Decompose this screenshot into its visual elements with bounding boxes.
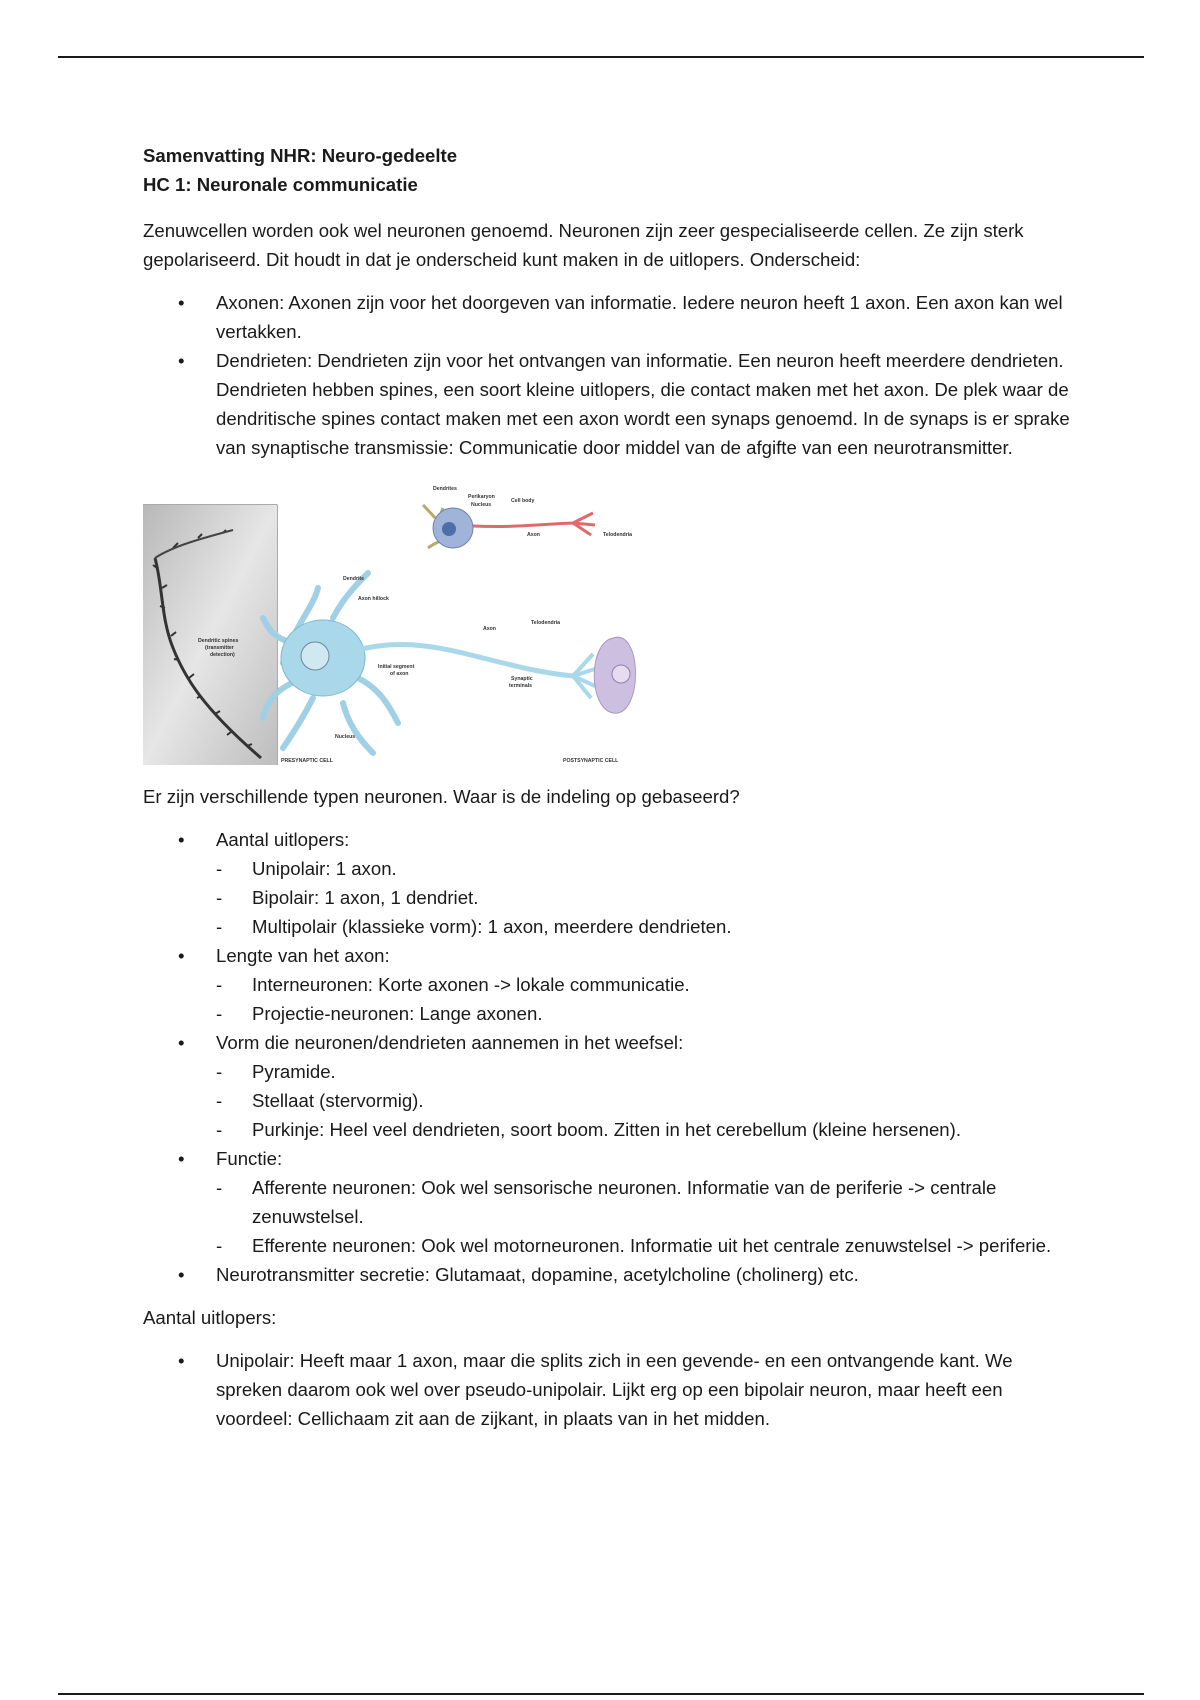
label-nucleus: Nucleus <box>335 734 356 740</box>
type-label: Lengte van het axon: <box>216 945 390 966</box>
type-label: Vorm die neuronen/dendrieten aannemen in het weefsel: <box>216 1032 684 1053</box>
top-rule <box>58 56 1144 58</box>
type-label: Neurotransmitter secretie: Glutamaat, dopamine, acetylcholine (cholinerg) etc. <box>216 1264 859 1285</box>
label-dendritic-spines-2: (transmitter <box>205 645 234 651</box>
lecture-heading: HC 1: Neuronale communicatie <box>143 174 418 195</box>
label-postsynaptic: POSTSYNAPTIC CELL <box>563 758 619 764</box>
label-dendrites: Dendrites <box>433 486 457 492</box>
neuron-diagram <box>143 478 643 765</box>
list-item: • Axonen: Axonen zijn voor het doorgeven van informatie. Iedere neuron heeft 1 axon. Een axon kan wel vertakken. <box>143 288 1078 346</box>
label-initial-segment: Initial segment <box>378 664 415 670</box>
postsynaptic-nucleus <box>612 665 630 683</box>
list-item: • Unipolair: Heeft maar 1 axon, maar die splits zich in een gevende- en een ontvangende kant. We spreken daarom ook wel over pseudo-unipolair. Lijkt erg op een bipolair neuron, maar heeft een voordeel: Cellichaam zit aan de zijkant, in plaats van in het midden. <box>143 1346 1078 1433</box>
sub-item: - Interneuronen: Korte axonen -> lokale communicatie. <box>216 970 1078 999</box>
types-list <box>143 825 1078 1289</box>
sub-item: - Projectie-neuronen: Lange axonen. <box>216 999 1078 1028</box>
label-axon-top: Axon <box>527 532 540 538</box>
list-item <box>143 941 1078 1028</box>
sub-item: - Pyramide. <box>216 1057 1078 1086</box>
label-synaptic-terminals: Synaptic <box>511 676 533 682</box>
section2-list <box>143 1346 1078 1433</box>
sub-item: - Unipolair: 1 axon. <box>216 854 1078 883</box>
sub-item: - Multipolair (klassieke vorm): 1 axon, meerdere dendrieten. <box>216 912 1078 941</box>
parts-list <box>143 288 1078 462</box>
sub-item: - Stellaat (stervormig). <box>216 1086 1078 1115</box>
label-dendritic-spines: Dendritic spines <box>198 638 239 644</box>
label-cell-body: Cell body <box>511 498 535 504</box>
document-title: Samenvatting NHR: Neuro-gedeelte <box>143 145 458 166</box>
document-body <box>143 141 1078 1433</box>
type-label: Aantal uitlopers: <box>216 829 350 850</box>
sub-list <box>216 1057 1078 1144</box>
label-axon-hillock: Axon hillock <box>358 596 389 602</box>
label-axon: Axon <box>483 626 496 632</box>
label-synaptic-terminals-2: terminals <box>509 683 533 689</box>
sub-list <box>216 1173 1078 1260</box>
label-dendritic-spines-3: detection) <box>210 652 235 658</box>
small-neuron-nucleus <box>442 522 456 536</box>
sub-list <box>216 970 1078 1028</box>
presynaptic-nucleus <box>301 642 329 670</box>
type-label: Functie: <box>216 1148 283 1169</box>
list-item <box>143 1260 1078 1289</box>
intro-paragraph: Zenuwcellen worden ook wel neuronen genoemd. Neuronen zijn zeer gespecialiseerde cellen. Ze zijn sterk gepolariseerd. Dit houdt in dat je onderscheid kunt maken in de uitlopers. Onderscheid: <box>143 220 1024 270</box>
label-presynaptic: PRESYNAPTIC CELL <box>281 758 333 764</box>
label-dendrite: Dendrite <box>343 576 365 582</box>
sub-item: - Bipolair: 1 axon, 1 dendriet. <box>216 883 1078 912</box>
sub-item: - Efferente neuronen: Ook wel motorneuronen. Informatie uit het centrale zenuwstelsel -> periferie. <box>216 1231 1078 1260</box>
label-perikaryon: Perikaryon <box>468 494 495 500</box>
list-item <box>143 1028 1078 1144</box>
sub-list <box>216 854 1078 941</box>
section2-heading: Aantal uitlopers: <box>143 1307 277 1328</box>
micrograph-shade <box>143 505 277 765</box>
label-nucleus-top: Nucleus <box>471 502 492 508</box>
list-item <box>143 1144 1078 1260</box>
neuron-figure <box>143 478 643 765</box>
types-question: Er zijn verschillende typen neuronen. Waar is de indeling op gebaseerd? <box>143 786 740 807</box>
label-telodendria: Telodendria <box>531 620 561 626</box>
list-item <box>143 825 1078 941</box>
bottom-rule <box>58 1693 1144 1695</box>
label-telodendria-top: Telodendria <box>603 532 633 538</box>
list-item: • Dendrieten: Dendrieten zijn voor het ontvangen van informatie. Een neuron heeft meerdere dendrieten. Dendrieten hebben spines, een soort kleine uitlopers, die contact maken met het axon. De plek waar de dendritische spines contact maken met een axon wordt een synaps genoemd. In de synaps is er sprake van synaptische transmissie: Communicatie door middel van de afgifte van een neurotransmitter. <box>143 346 1078 462</box>
sub-item: - Purkinje: Heel veel dendrieten, soort boom. Zitten in het cerebellum (kleine hersenen). <box>216 1115 1078 1144</box>
sub-item: - Afferente neuronen: Ook wel sensorische neuronen. Informatie van de periferie -> centrale zenuwstelsel. <box>216 1173 1078 1231</box>
label-initial-segment-2: of axon <box>390 671 409 677</box>
